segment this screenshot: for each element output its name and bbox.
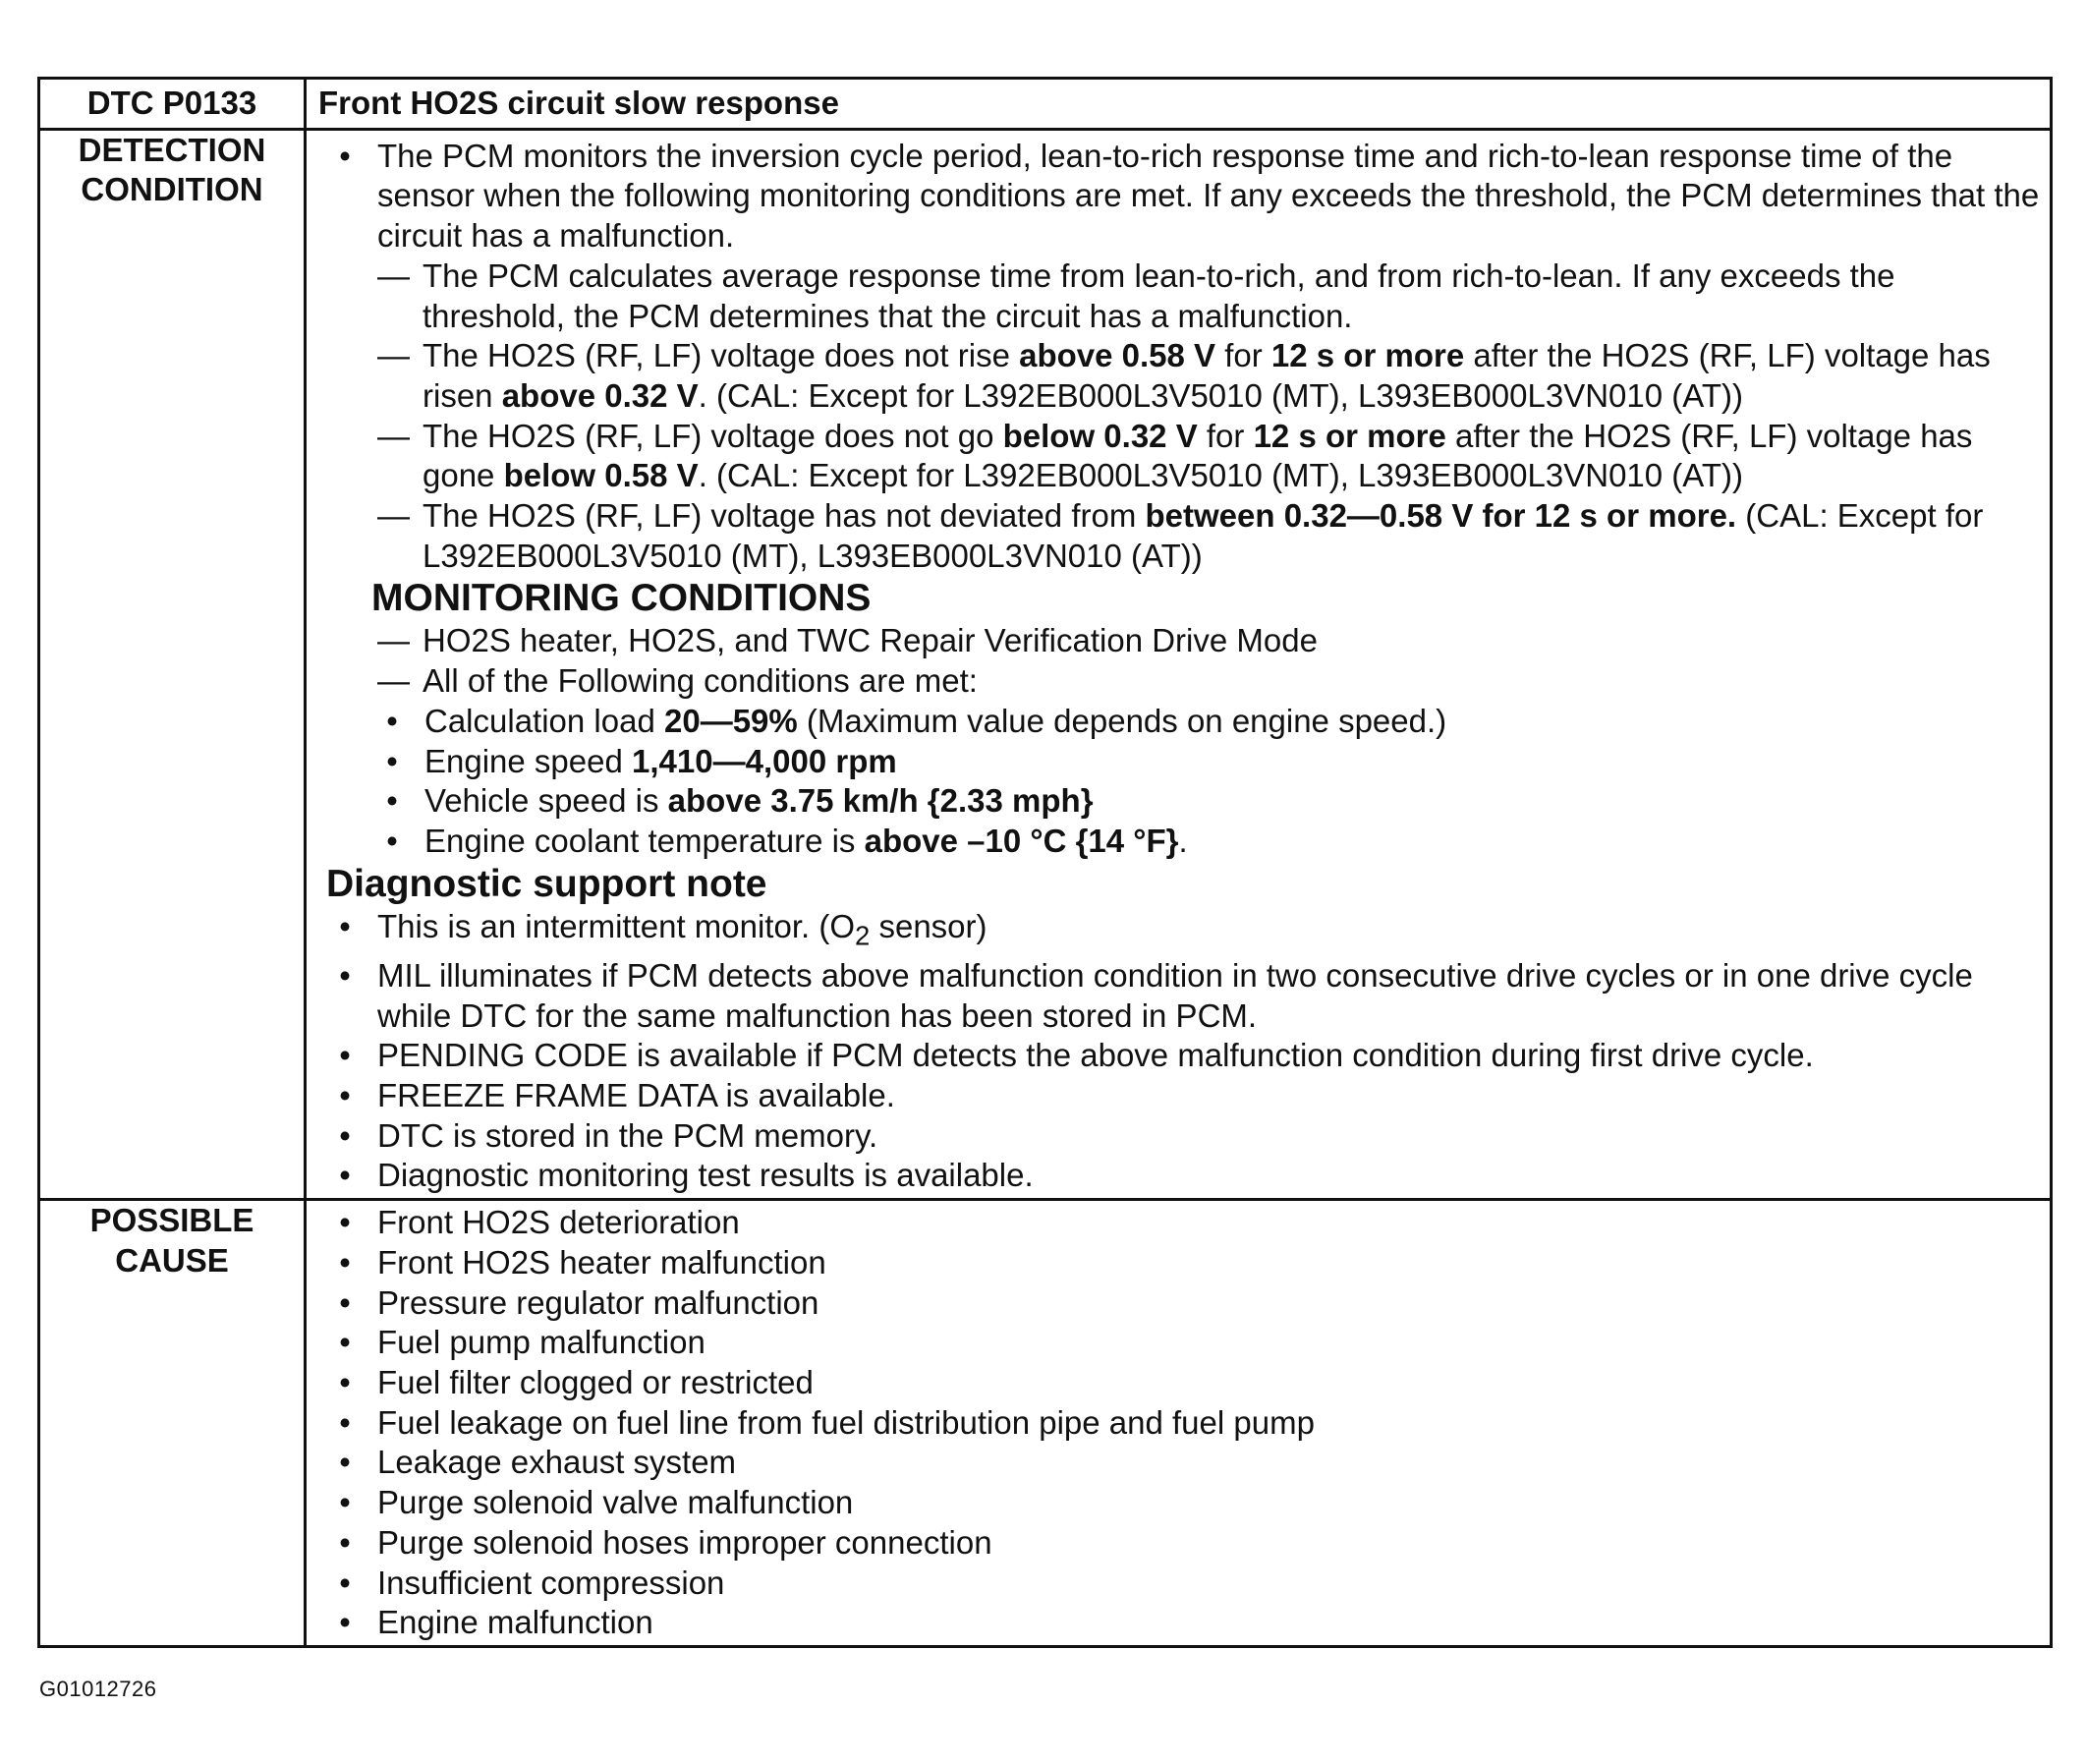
- cause-item: [326, 1283, 2042, 1324]
- cause-item: [326, 1523, 2042, 1564]
- dash-3-text: for: [1197, 417, 1254, 454]
- dash-1-text: The PCM calculates average response time from lean-to-rich, and from rich-to-lean. If any exceeds the threshold, the PCM determines that the circuit has a malfunction.: [423, 256, 1895, 334]
- condition-text: Engine speed: [424, 742, 633, 779]
- bullet-icon: •: [339, 1283, 351, 1321]
- condition-value: above 3.75 km/h {2.33 mph}: [667, 782, 1094, 820]
- support-note-5: [326, 1116, 2042, 1157]
- dash-2-value: above 0.32 V: [501, 376, 699, 414]
- bullet-icon: •: [339, 1363, 351, 1400]
- bullet-icon: •: [339, 1523, 351, 1561]
- bullet-icon: •: [386, 782, 398, 820]
- detection-content: [306, 129, 2052, 1199]
- dtc-title: Front HO2S circuit slow response: [306, 79, 2052, 130]
- dash-2-text: The HO2S (RF, LF) voltage does not rise: [423, 337, 1020, 374]
- cause-item-text: Purge solenoid valve malfunction: [377, 1484, 854, 1521]
- bullet-icon: •: [339, 1444, 351, 1481]
- bullet-icon: •: [339, 1484, 351, 1521]
- cause-item-text: Engine malfunction: [377, 1604, 653, 1641]
- monitoring-dash-2: [326, 661, 2042, 702]
- detection-intro-text: The PCM monitors the inversion cycle period, lean-to-rich response time and rich-to-lean response time of the sensor when the following monitoring conditions are met. If any exceeds the threshold, the PCM determines that the circuit has a malfunction.: [377, 137, 2040, 255]
- bullet-icon: •: [386, 742, 398, 779]
- header-row: [39, 79, 2052, 130]
- support-note-text: This is an intermittent monitor. (O: [377, 907, 855, 944]
- bullet-icon: •: [339, 907, 351, 944]
- dash-icon: —: [377, 417, 410, 454]
- possible-cause-list: [306, 1200, 2052, 1647]
- support-note-text: DTC is stored in the PCM memory.: [377, 1116, 878, 1154]
- cause-item: [326, 1363, 2042, 1403]
- detection-row: [39, 129, 2052, 1199]
- possible-cause-row: [39, 1200, 2052, 1647]
- dash-3-value: below 0.58 V: [503, 457, 699, 494]
- detection-label: [39, 129, 306, 1199]
- dash-2-text: after the HO2S (RF, LF) voltage has risen: [423, 337, 1991, 414]
- cause-item: [326, 1443, 2042, 1483]
- detection-label-line1: DETECTION: [78, 131, 266, 168]
- dash-icon: —: [377, 497, 410, 535]
- dash-4-text: The HO2S (RF, LF) voltage has not deviated from: [423, 497, 1146, 535]
- bullet-icon: •: [339, 1243, 351, 1280]
- cause-item-text: Front HO2S heater malfunction: [377, 1243, 826, 1280]
- cause-item-text: Fuel pump malfunction: [377, 1324, 705, 1361]
- bullet-icon: •: [339, 1077, 351, 1114]
- dash-icon: —: [377, 337, 410, 374]
- bullet-icon: •: [339, 137, 351, 174]
- cause-item: [326, 1323, 2042, 1363]
- dash-3-text: . (CAL: Except for L392EB000L3V5010 (MT), L393EB000L3VN010 (AT)): [698, 457, 1743, 494]
- condition-value: 1,410—4,000 rpm: [632, 742, 897, 779]
- detection-dash-1: [326, 256, 2042, 336]
- possible-cause-label-line2: CAUSE: [115, 1241, 229, 1279]
- bullet-icon: •: [339, 1564, 351, 1601]
- cause-item-text: Fuel filter clogged or restricted: [377, 1363, 814, 1400]
- dash-icon: —: [377, 662, 410, 700]
- dash-4-value: between 0.32—0.58 V for 12 s or more.: [1145, 497, 1737, 535]
- cause-item: [326, 1403, 2042, 1444]
- subscript-2: 2: [855, 920, 871, 951]
- detection-dash-3: [326, 417, 2042, 496]
- condition-text: (Maximum value depends on engine speed.): [797, 702, 1447, 739]
- dash-4-text: (CAL: Except for L392EB000L3V5010 (MT), L393EB000L3VN010 (AT)): [423, 497, 1984, 574]
- dash-2-value: 12 s or more: [1270, 337, 1465, 374]
- support-note-text: Diagnostic monitoring test results is available.: [377, 1157, 1034, 1194]
- cause-item-text: Purge solenoid hoses improper connection: [377, 1523, 992, 1561]
- condition-text: Calculation load: [424, 702, 664, 739]
- bullet-icon: •: [339, 1204, 351, 1241]
- bullet-icon: •: [339, 1403, 351, 1441]
- dash-icon: —: [377, 622, 410, 659]
- support-note-text: MIL illuminates if PCM detects above malfunction condition in two consecutive drive cycles or in one drive cycle while DTC for the same malfunction has been stored in PCM.: [377, 956, 1973, 1034]
- monitoring-dash-2-text: All of the Following conditions are met:: [423, 662, 978, 700]
- detection-dash-2: [326, 336, 2042, 416]
- support-note-2: [326, 956, 2042, 1036]
- support-note-text: sensor): [870, 907, 987, 944]
- possible-cause-label-line1: POSSIBLE: [89, 1202, 254, 1239]
- dash-2-text: . (CAL: Except for L392EB000L3V5010 (MT), L393EB000L3VN010 (AT)): [698, 376, 1743, 414]
- support-note-4: [326, 1076, 2042, 1116]
- support-note-6: [326, 1156, 2042, 1196]
- dtc-table: [37, 77, 2053, 1648]
- support-note-1: [326, 907, 2042, 956]
- cause-item: [326, 1564, 2042, 1604]
- bullet-icon: •: [339, 1037, 351, 1074]
- monitoring-conditions-heading: MONITORING CONDITIONS: [371, 577, 872, 620]
- condition-text: Engine coolant temperature is: [424, 822, 865, 859]
- bullet-icon: •: [339, 1157, 351, 1194]
- dash-2-text: for: [1215, 337, 1271, 374]
- cause-item: [326, 1483, 2042, 1523]
- condition-value: 20—59%: [664, 702, 798, 739]
- condition-text: Vehicle speed is: [424, 782, 668, 820]
- cause-item-text: Front HO2S deterioration: [377, 1204, 740, 1241]
- diagnostic-support-heading: Diagnostic support note: [326, 862, 767, 905]
- condition-text: .: [1178, 822, 1188, 859]
- bullet-icon: •: [386, 822, 398, 859]
- dash-icon: —: [377, 256, 410, 294]
- bullet-icon: •: [339, 1604, 351, 1641]
- support-note-text: PENDING CODE is available if PCM detects the above malfunction condition during first drive cycle.: [377, 1037, 1814, 1074]
- condition-calculation-load: [326, 702, 2042, 742]
- support-note-3: [326, 1036, 2042, 1076]
- dash-3-value: 12 s or more: [1253, 417, 1446, 454]
- support-note-text: FREEZE FRAME DATA is available.: [377, 1077, 895, 1114]
- cause-item: [326, 1203, 2042, 1243]
- dash-3-text: The HO2S (RF, LF) voltage does not go: [423, 417, 1003, 454]
- condition-engine-speed: [326, 742, 2042, 782]
- cause-item: [326, 1243, 2042, 1283]
- bullet-icon: •: [339, 1116, 351, 1154]
- figure-id: G01012726: [39, 1677, 157, 1701]
- bullet-icon: •: [339, 1324, 351, 1361]
- cause-item-text: Insufficient compression: [377, 1564, 725, 1601]
- cause-item-text: Pressure regulator malfunction: [377, 1283, 819, 1321]
- possible-cause-label: [39, 1200, 306, 1647]
- cause-item: [326, 1603, 2042, 1643]
- condition-coolant-temperature: [326, 822, 2042, 862]
- bullet-icon: •: [339, 956, 351, 994]
- condition-value: above –10 °C {14 °F}: [864, 822, 1179, 859]
- cause-item-text: Fuel leakage on fuel line from fuel distribution pipe and fuel pump: [377, 1403, 1315, 1441]
- detection-intro: [326, 137, 2042, 256]
- bullet-icon: •: [386, 702, 398, 739]
- dash-3-text: after the HO2S (RF, LF) voltage has gone: [423, 417, 1973, 494]
- monitoring-dash-1: [326, 621, 2042, 661]
- dash-3-value: below 0.32 V: [1002, 417, 1198, 454]
- cause-item-text: Leakage exhaust system: [377, 1444, 737, 1481]
- detection-label-line2: CONDITION: [81, 171, 263, 208]
- condition-vehicle-speed: [326, 781, 2042, 822]
- monitoring-dash-1-text: HO2S heater, HO2S, and TWC Repair Verification Drive Mode: [423, 622, 1318, 659]
- dtc-code: DTC P0133: [39, 79, 306, 130]
- detection-dash-4: [326, 496, 2042, 576]
- dash-2-value: above 0.58 V: [1019, 337, 1216, 374]
